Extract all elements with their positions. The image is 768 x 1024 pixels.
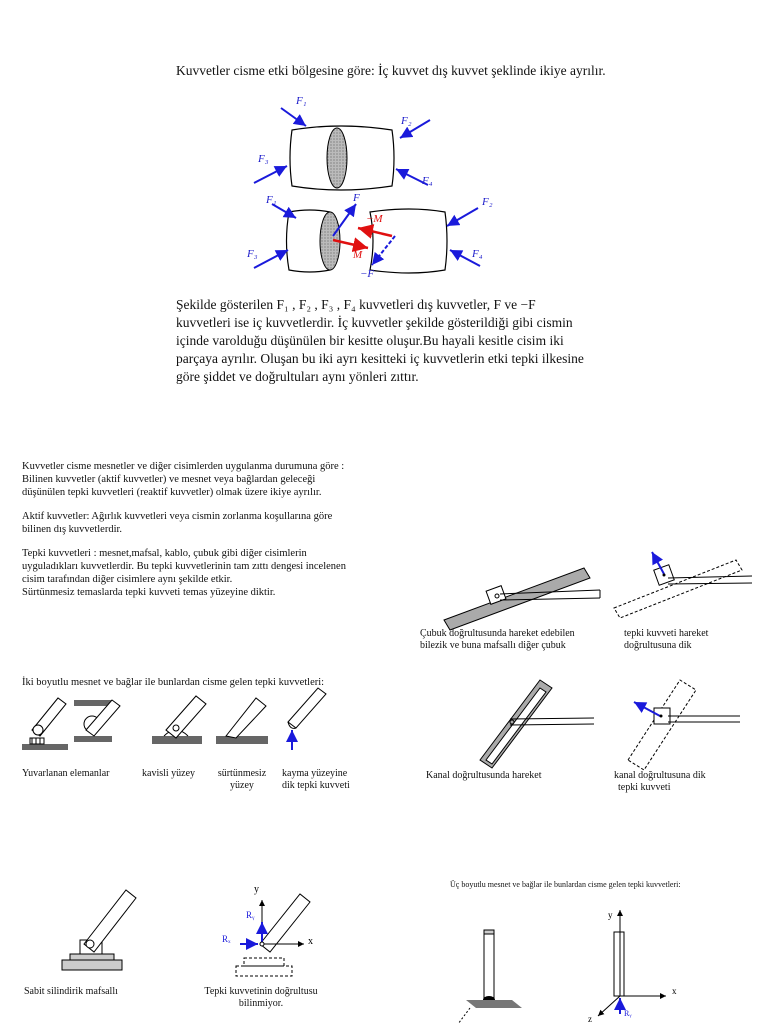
paragraph-line: göre şiddet ve doğrultuları aynı yönleri zıttır. [176,369,419,384]
caption-rolling: Yuvarlanan elemanlar [22,768,110,779]
fixed-pin-figure [62,890,136,970]
svg-text:Rᵧ: Rᵧ [624,1009,632,1018]
svg-text:−F: −F [360,268,375,280]
svg-text:F₃: F₃ [247,248,258,260]
svg-text:−M: −M [366,213,383,225]
caption-reaction-unknown: Tepki kuvvetinin doğrultusu bilinmiyor. [204,986,318,1009]
caption-channel-perpendicular: kanal doğrultusuna dik tepki kuvveti [614,770,706,793]
svg-text:F₄: F₄ [472,248,483,260]
svg-text:x: x [672,986,677,996]
svg-text:F₂: F₂ [482,196,493,208]
intro-text: Kuvvetler cisme etki bölgesine göre: İç kuvvet dış kuvvet şeklinde ikiye ayrılır. [176,63,606,78]
svg-text:F₄: F₄ [422,175,433,187]
svg-text:F₁: F₁ [266,194,277,206]
caption-sliding: kayma yüzeyine dik tepki kuvveti [282,768,350,791]
three-dimensional-support-figure [458,910,677,1024]
pin-reaction-figure [222,884,313,976]
caption-channel: Kanal doğrultusunda hareket [426,770,542,781]
svg-text:F₁: F₁ [296,95,307,107]
svg-text:M: M [353,249,363,261]
caption-fixed-pin: Sabit silindirik mafsallı [24,986,118,997]
two-dimensional-heading: İki boyutlu mesnet ve bağlar ile bunlardan cisme gelen tepki kuvvetleri: [22,677,325,688]
svg-text:z: z [588,1014,592,1024]
svg-text:y: y [254,884,259,895]
force-classification-text: Kuvvetler cisme mesnetler ve diğer cisimlerden uygulanma durumuna göre : Bilinen kuvvetler (aktif kuvvetler) ve mesnet veya bağlardan geleceği düşünülen tepki kuvvetleri (reaktif kuvvetler) olmak üzere ikiye ayrılır. Aktif kuvvetler: Ağırlık kuvvetleri veya cismin zorlanma koşullarına göre bilinen dış kuvvetlerdir. Tepki kuvvetleri : mesnet,mafsal, kablo, çubuk gibi diğer cisimlerin uyguladıkları kuvvetlerdir. Bu tepki kuvvetlerinin tam zıttı dengesi incelenen cisim tarafından diğer cisimlere aynı şekilde etkir. Sürtünmesiz temaslarda tepki kuvveti temas yüzeyine diktir. [22,461,346,598]
paragraph-line: Şekilde gösterilen F₁ , F₂ , F₃ , F₄ kuvvetleri dış kuvvetler, F ve −F [176,297,536,312]
paragraph-line: kuvvetleri ise iç kuvvetlerdir. İç kuvvetler şekilde gösterildiği gibi cismin [176,315,573,330]
svg-text:Rₓ: Rₓ [222,934,231,944]
svg-text:x: x [308,936,313,947]
svg-text:F₂: F₂ [401,115,412,127]
caption-collar-rod: Çubuk doğrultusunda hareket edebilen bilezik ve buna mafsallı diğer çubuk [420,628,575,651]
svg-text:F: F [353,192,360,204]
svg-text:F₃: F₃ [258,153,269,165]
paragraph-line: parçaya ayrılır. Oluşan bu iki ayrı kesitteki iç kuvvetlerin etki tepki ilkesine [176,351,584,366]
svg-text:y: y [608,910,613,920]
svg-text:Rᵧ: Rᵧ [246,910,255,920]
paragraph-line: içinde varolduğu düşünülen bir kesitte oluşur.Bu hayali kesitle cisim iki [176,333,564,348]
caption-reaction-perpendicular: tepki kuvveti hareket doğrultusuna dik [624,628,709,651]
caption-curved: kavisli yüzey [142,768,196,779]
caption-frictionless: sürtünmesiz yüzey [217,768,267,791]
three-dimensional-heading: Üç boyutlu mesnet ve bağlar ile bunlardan cisme gelen tepki kuvvetleri: [450,880,681,889]
